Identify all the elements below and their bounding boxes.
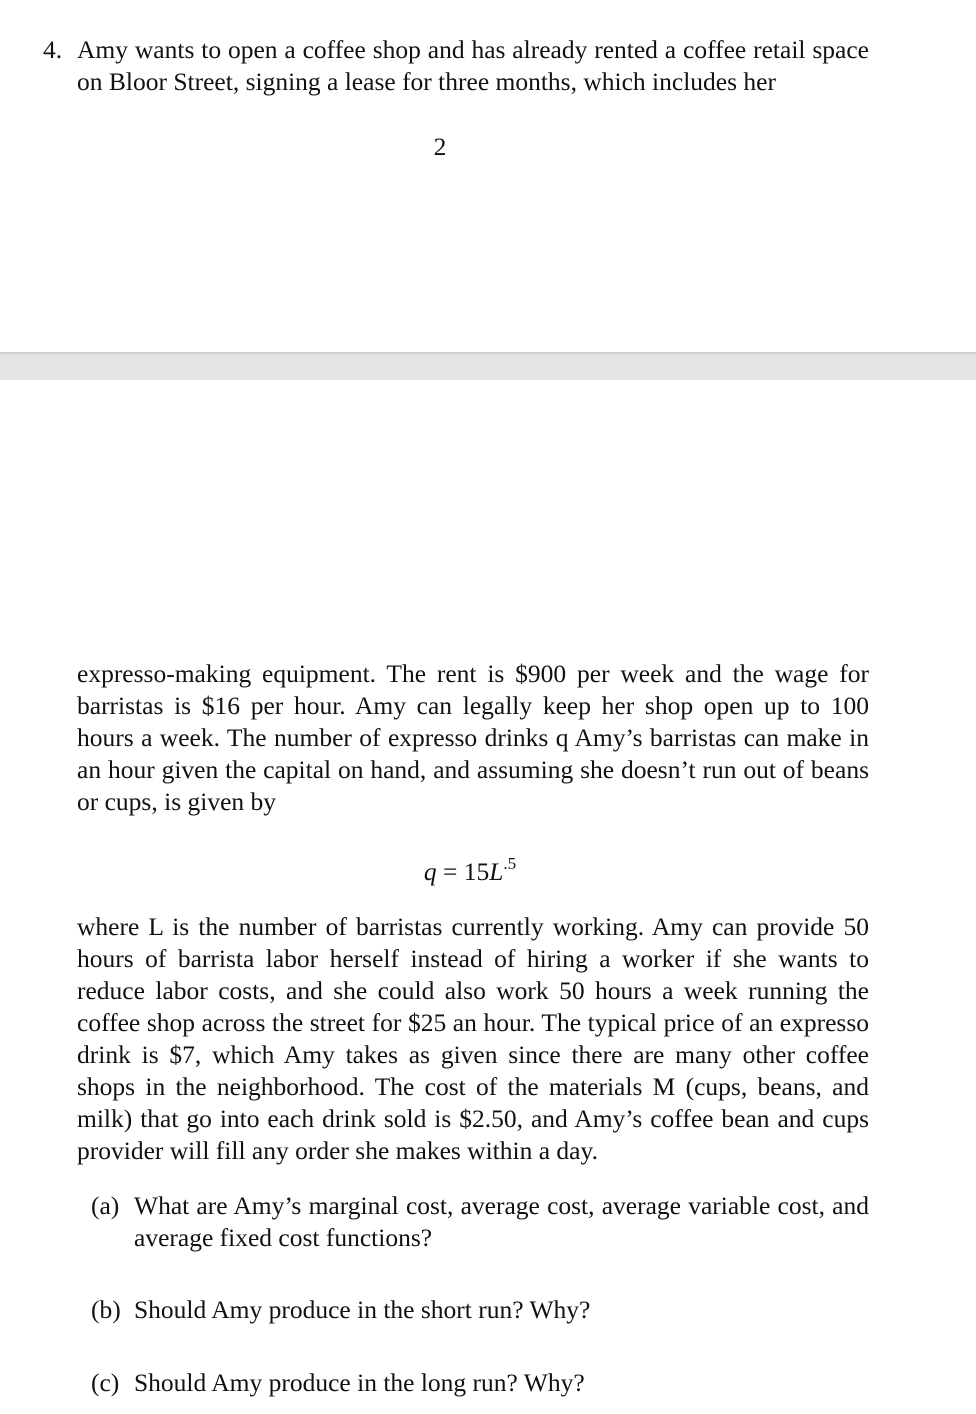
equation-exponent: .5 xyxy=(503,854,517,873)
question-paragraph-3: where L is the number of barristas currently working. Amy can provide 50 hours of barrista labor herself instead of hiring a worker if she wants to reduce labor costs, and she could also work 50 hours a week running the coffee shop across the street for $25 an hour. The typical price of an expresso drink is $7, which Amy takes as given since there are many other coffee shops in the neighborhood. The cost of the materials M (cups, beans, and milk) that go into each drink sold is $2.50, and Amy’s coffee bean and cups provider will fill any order she makes within a day. xyxy=(77,912,869,1165)
part-a-text: What are Amy’s marginal cost, average cost, average variable cost, and average fixed cost functions? xyxy=(134,1191,869,1252)
equation-lhs: q xyxy=(423,857,437,886)
part-a-label: (a) xyxy=(91,1191,120,1220)
production-function-equation xyxy=(0,856,940,888)
page-upper xyxy=(0,0,976,352)
page-number: 2 xyxy=(433,132,447,161)
question-paragraph-2: expresso-making equipment. The rent is $900 per week and the wage for barristas is $16 per hour. Amy can legally keep her shop open up to 100 hours a week. The number of expresso drinks q Amy’s barristas can make in an hour given the capital on hand, and assuming she doesn’t run out of beans or cups, is given by xyxy=(77,659,869,816)
equation-equals: = xyxy=(442,857,458,886)
page-lower xyxy=(0,380,976,1414)
part-c xyxy=(91,1367,869,1399)
part-b xyxy=(91,1294,869,1326)
part-c-label: (c) xyxy=(91,1368,120,1397)
part-b-text: Should Amy produce in the short run? Why? xyxy=(134,1295,591,1324)
part-c-text: Should Amy produce in the long run? Why? xyxy=(134,1368,585,1397)
question-number: 4. xyxy=(43,35,63,64)
part-a xyxy=(91,1190,869,1254)
part-b-label: (b) xyxy=(91,1295,121,1324)
equation-coefficient: 15 xyxy=(463,857,490,886)
question-intro: Amy wants to open a coffee shop and has already rented a coffee retail space on Bloor Street, signing a lease for three months, which includes her xyxy=(77,35,869,96)
page-break-separator xyxy=(0,352,976,380)
equation-variable: L xyxy=(489,857,504,886)
